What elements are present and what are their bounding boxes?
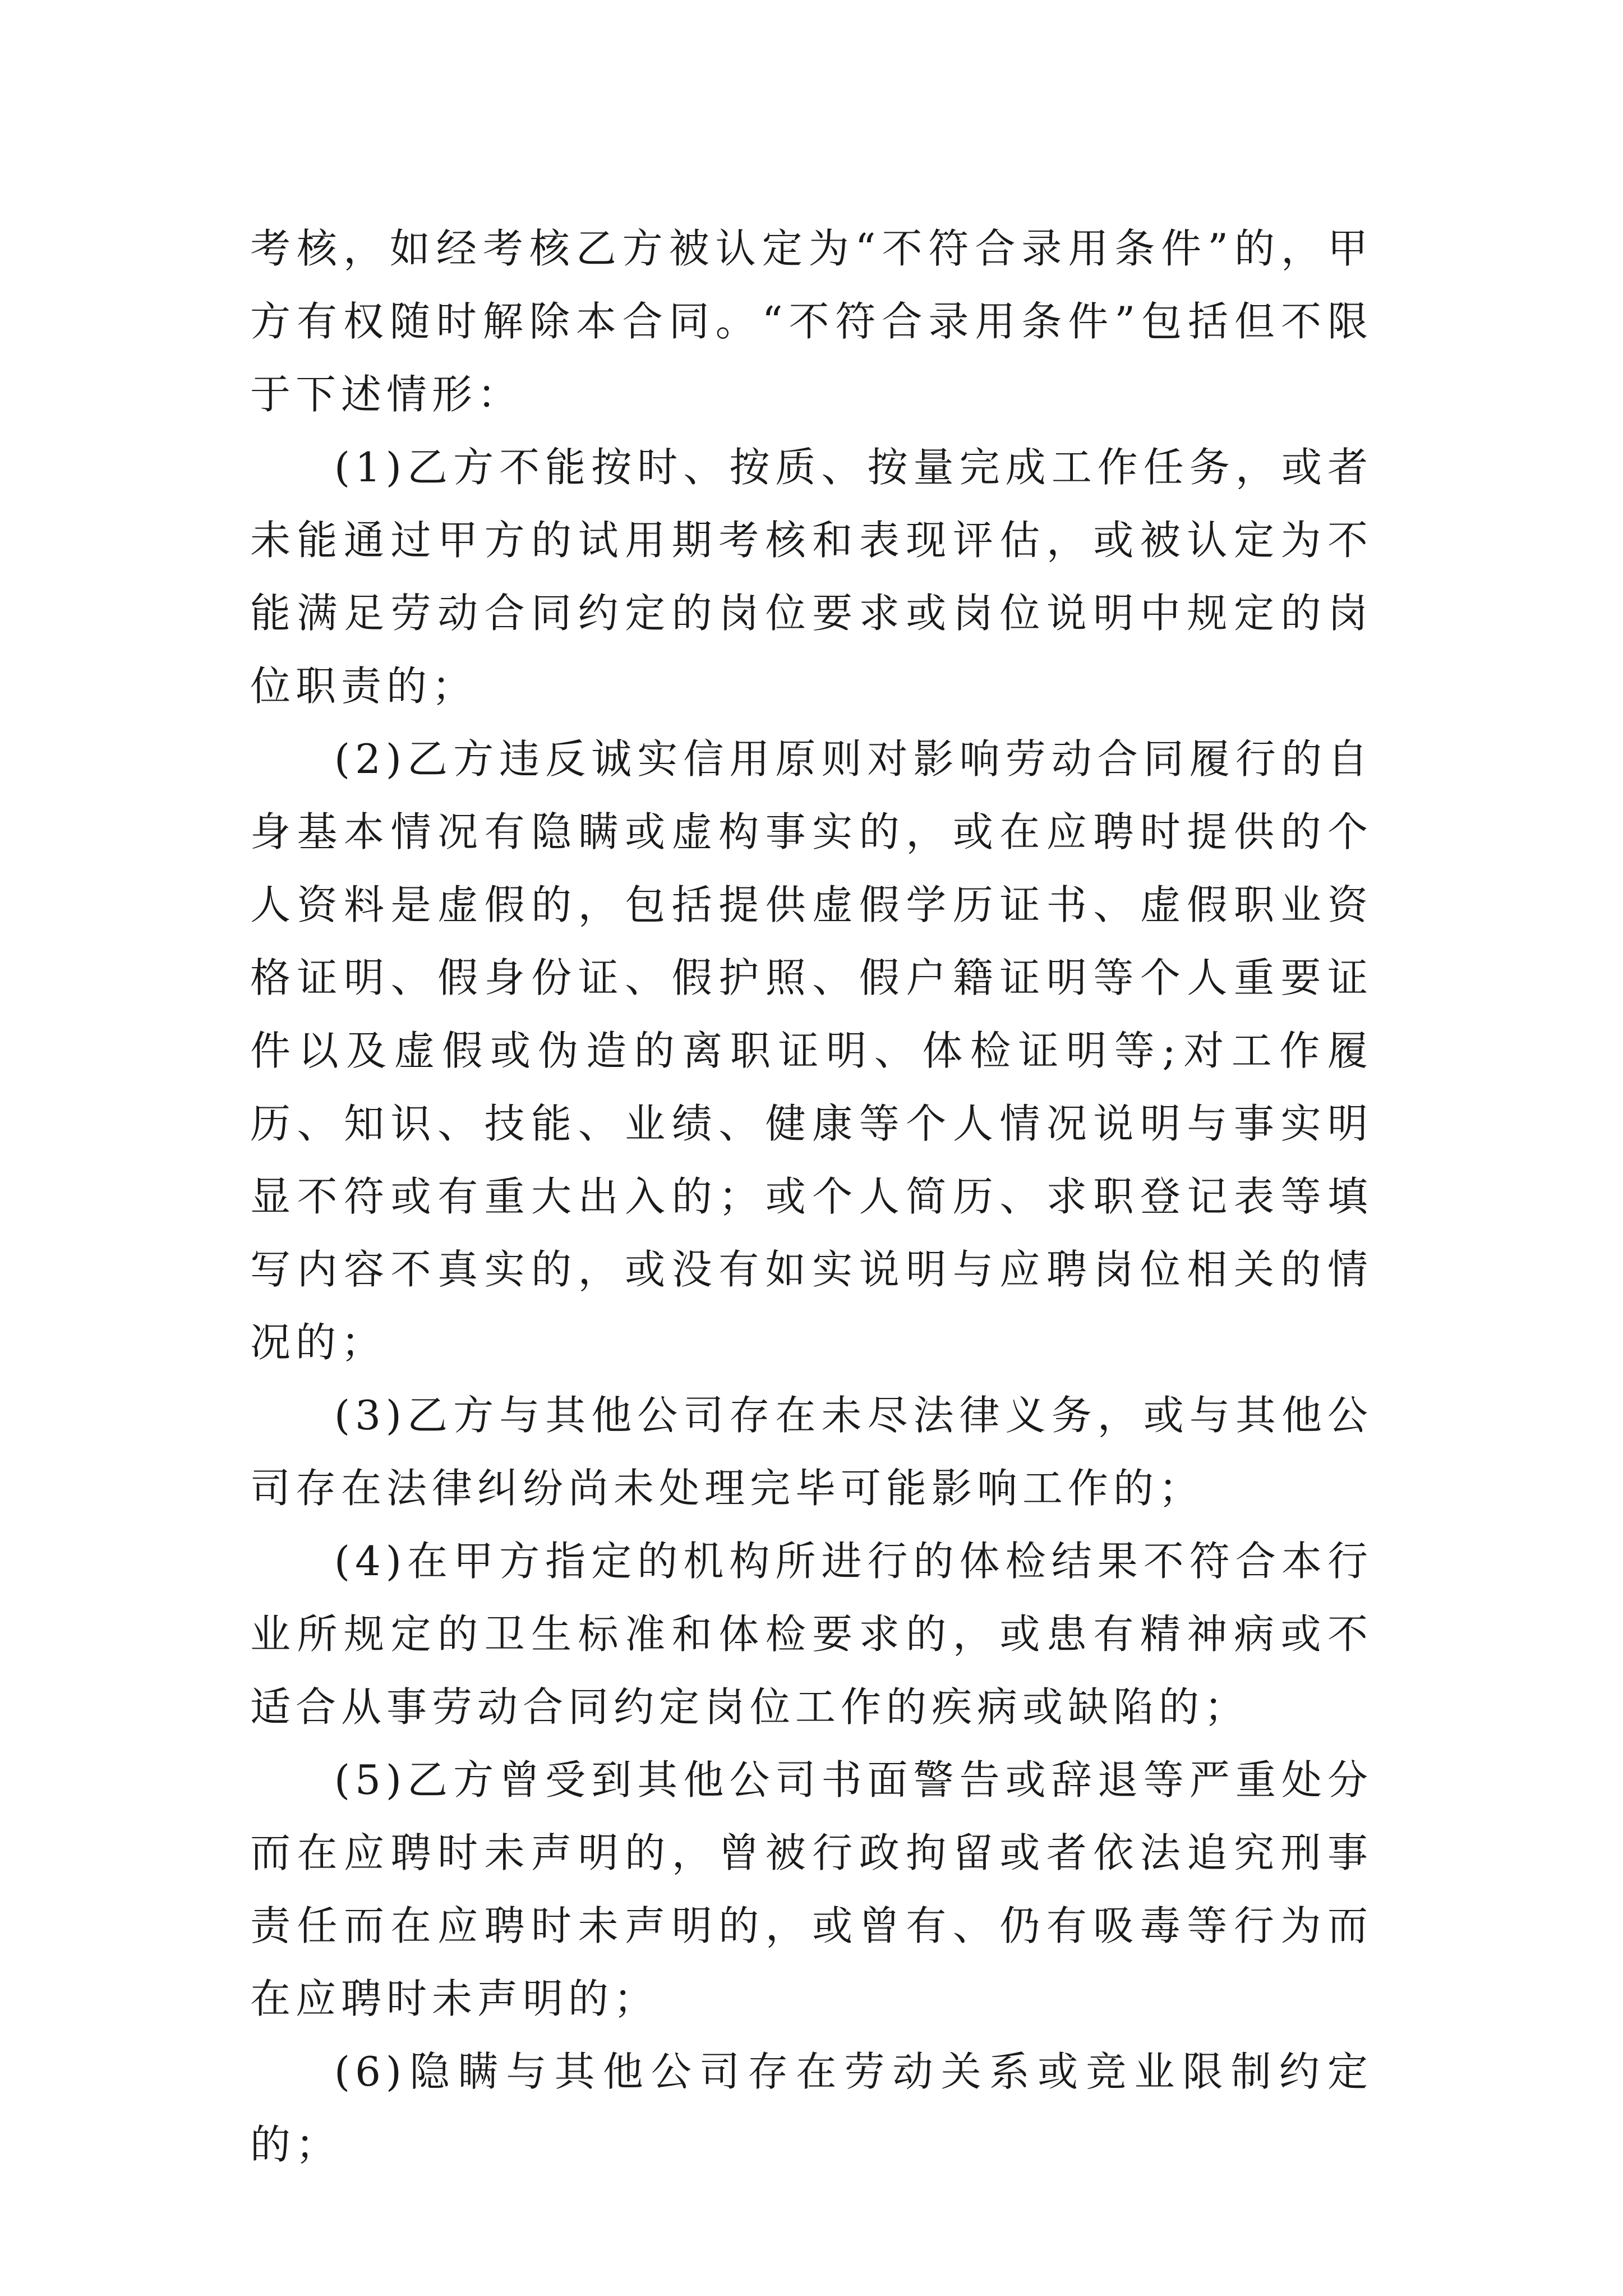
paragraph-item-3: (3)乙方与其他公司存在未尽法律义务，或与其他公司存在法律纠纷尚未处理完毕可能影响工作的；: [250, 1392, 1373, 1512]
paragraph-item-2: (2)乙方违反诚实信用原则对影响劳动合同履行的自身基本情况有隐瞒或虚构事实的，或在应聘时提供的个人资料是虚假的，包括提供虚假学历证书、虚假职业资格证明、假身份证、假护照、假户籍证明等个人重要证件以及虚假或伪造的离职证明、体检证明等;对工作履历、知识、技能、业绩、健康等个人情况说明与事实明显不符或有重大出入的；或个人简历、求职登记表等填写内容不真实的，或没有如实说明与应聘岗位相关的情况的；: [250, 735, 1373, 1366]
paragraph-item-5: (5)乙方曾受到其他公司书面警告或辞退等严重处分而在应聘时未声明的，曾被行政拘留或者依法追究刑事责任而在应聘时未声明的，或曾有、仍有吸毒等行为而在应聘时未声明的；: [250, 1756, 1373, 2022]
paragraph-item-1: (1)乙方不能按时、按质、按量完成工作任务，或者未能通过甲方的试用期考核和表现评估，或被认定为不能满足劳动合同约定的岗位要求或岗位说明中规定的岗位职责的；: [250, 444, 1373, 710]
paragraph-item-6: (6)隐瞒与其他公司存在劳动关系或竞业限制约定的；: [250, 2048, 1373, 2168]
paragraph-continuation: 考核，如经考核乙方被认定为“不符合录用条件”的，甲方有权随时解除本合同。“不符合录用条件”包括但不限于下述情形：: [250, 225, 1373, 418]
paragraph-item-4: (4)在甲方指定的机构所进行的体检结果不符合本行业所规定的卫生标准和体检要求的，或患有精神病或不适合从事劳动合同约定岗位工作的疾病或缺陷的；: [250, 1538, 1373, 1731]
document-body: [250, 212, 1373, 2181]
